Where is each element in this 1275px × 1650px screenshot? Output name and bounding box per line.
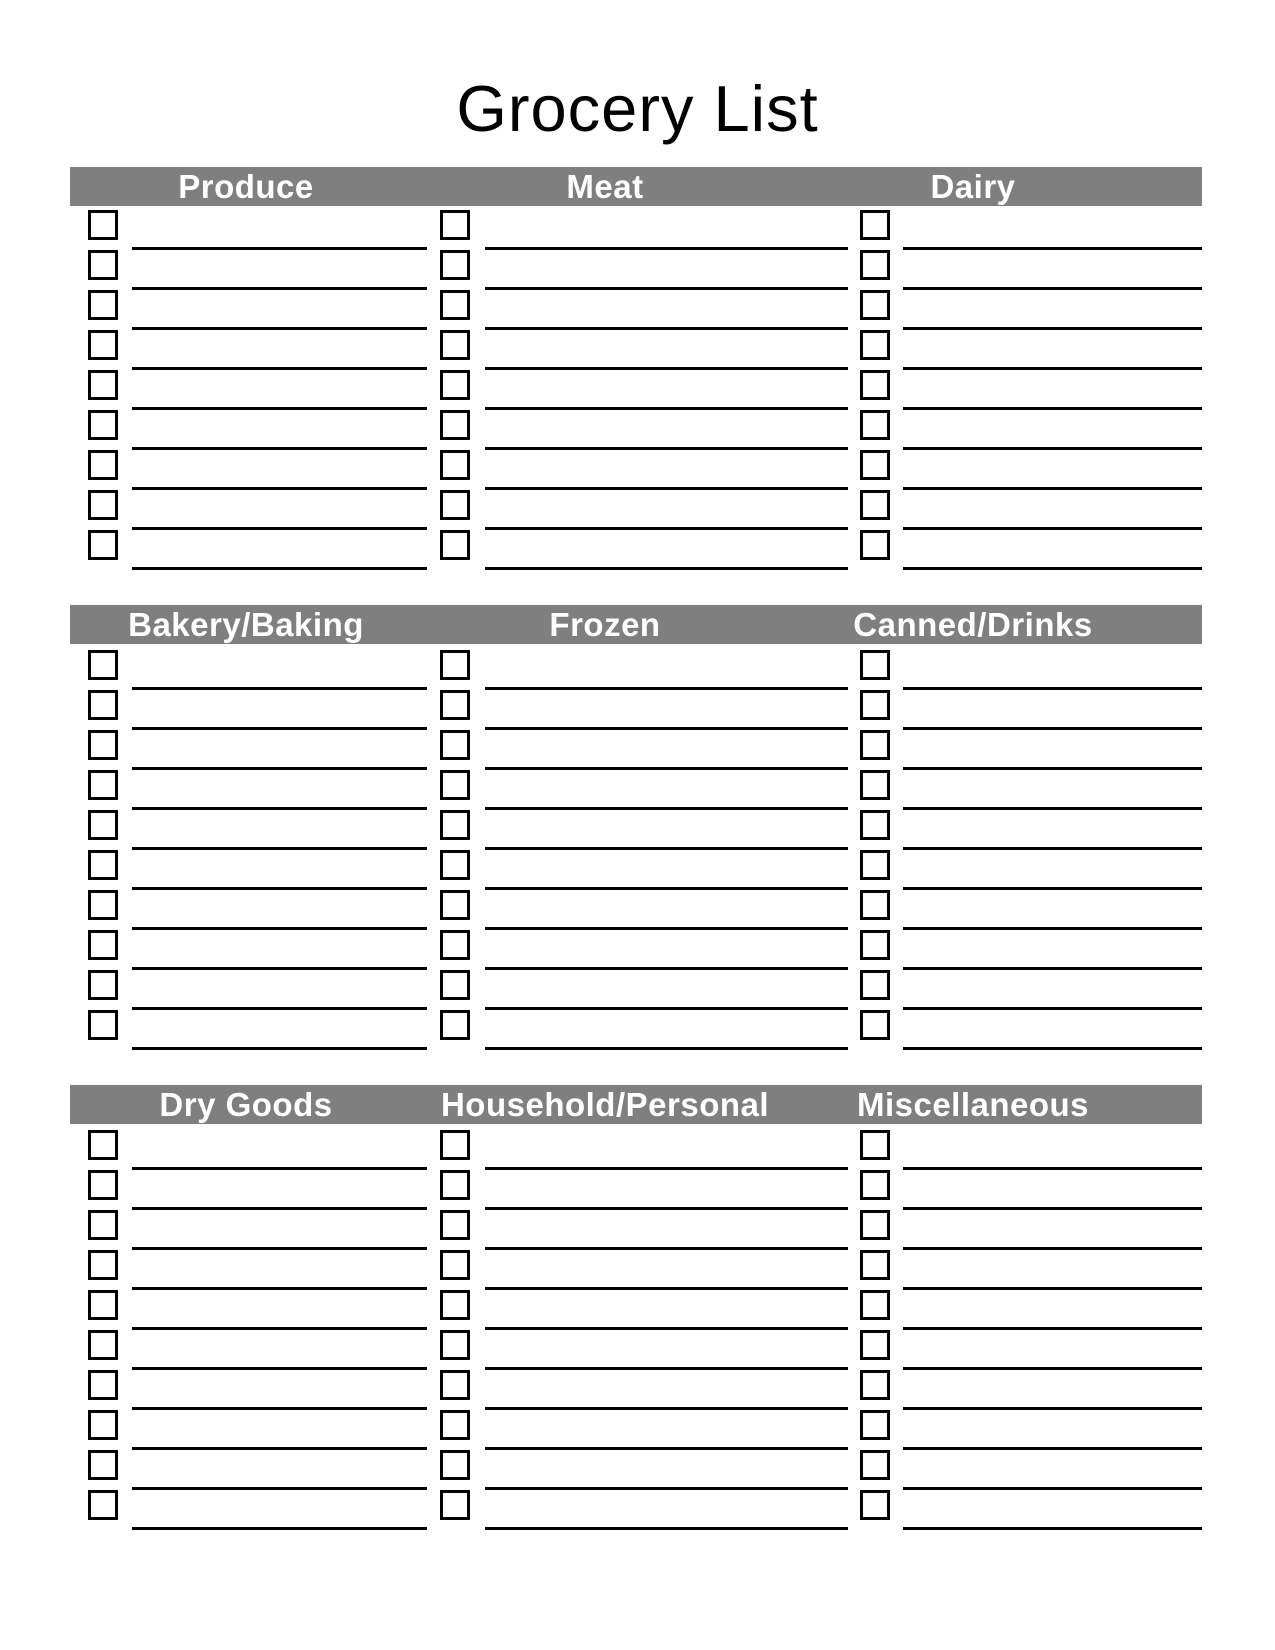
checkbox[interactable] xyxy=(440,1250,470,1280)
checkbox[interactable] xyxy=(440,1010,470,1040)
checkbox[interactable] xyxy=(88,770,118,800)
list-row xyxy=(70,1370,1202,1410)
list-row xyxy=(70,490,1202,530)
checkbox[interactable] xyxy=(88,1210,118,1240)
section-header-label: Frozen xyxy=(549,605,661,643)
checkbox[interactable] xyxy=(860,1490,890,1520)
checkbox[interactable] xyxy=(88,1170,118,1200)
checkbox[interactable] xyxy=(860,930,890,960)
checkbox[interactable] xyxy=(440,530,470,560)
checkbox[interactable] xyxy=(860,690,890,720)
section-header-bar xyxy=(70,605,1202,644)
checkbox[interactable] xyxy=(860,250,890,280)
checkbox[interactable] xyxy=(88,1010,118,1040)
section-header-cell xyxy=(788,1085,1158,1124)
list-row xyxy=(70,890,1202,930)
checkbox[interactable] xyxy=(440,890,470,920)
list-row xyxy=(70,1170,1202,1210)
checkbox[interactable] xyxy=(440,330,470,360)
checkbox[interactable] xyxy=(88,890,118,920)
checkbox[interactable] xyxy=(88,690,118,720)
checkbox[interactable] xyxy=(860,1210,890,1240)
checkbox[interactable] xyxy=(440,1290,470,1320)
section-header-cell xyxy=(422,1085,788,1124)
list-row xyxy=(70,730,1202,770)
list-row xyxy=(70,1490,1202,1530)
checkbox[interactable] xyxy=(860,530,890,560)
section-header-bar xyxy=(70,1085,1202,1124)
section-header-label: Canned/Drinks xyxy=(853,605,1093,643)
checkbox[interactable] xyxy=(88,1490,118,1520)
checkbox[interactable] xyxy=(860,290,890,320)
checkbox[interactable] xyxy=(440,1410,470,1440)
section-rows xyxy=(70,210,1202,570)
checkbox[interactable] xyxy=(88,450,118,480)
checkbox[interactable] xyxy=(860,650,890,680)
item-line-input[interactable] xyxy=(485,567,848,570)
list-row xyxy=(70,450,1202,490)
checkbox[interactable] xyxy=(860,490,890,520)
checkbox[interactable] xyxy=(440,770,470,800)
checkbox[interactable] xyxy=(440,730,470,760)
checkbox[interactable] xyxy=(88,370,118,400)
checkbox[interactable] xyxy=(88,1370,118,1400)
checkbox[interactable] xyxy=(860,970,890,1000)
checkbox[interactable] xyxy=(88,210,118,240)
checkbox[interactable] xyxy=(860,1370,890,1400)
checkbox[interactable] xyxy=(860,1010,890,1040)
section-rows xyxy=(70,650,1202,1050)
section-bakery-baking xyxy=(70,605,1202,1050)
list-row xyxy=(70,330,1202,370)
section-dry-goods xyxy=(70,1085,1202,1530)
checkbox[interactable] xyxy=(440,210,470,240)
checkbox[interactable] xyxy=(88,970,118,1000)
list-row xyxy=(70,370,1202,410)
section-header-stub xyxy=(1158,1085,1202,1124)
checkbox[interactable] xyxy=(88,410,118,440)
section-header-cell xyxy=(70,1085,422,1124)
checkbox[interactable] xyxy=(440,1170,470,1200)
checkbox[interactable] xyxy=(860,410,890,440)
list-row xyxy=(70,770,1202,810)
checkbox[interactable] xyxy=(440,970,470,1000)
section-header-cell xyxy=(788,167,1158,206)
section-header-label: Dairy xyxy=(930,167,1016,205)
list-row xyxy=(70,250,1202,290)
section-header-label: Dry Goods xyxy=(159,1085,333,1123)
section-header-label: Bakery/Baking xyxy=(128,605,364,643)
section-rows xyxy=(70,1130,1202,1530)
item-line-input[interactable] xyxy=(485,1047,848,1050)
list-row xyxy=(70,1210,1202,1250)
list-row xyxy=(70,970,1202,1010)
checkbox[interactable] xyxy=(88,1410,118,1440)
checkbox[interactable] xyxy=(440,1490,470,1520)
checkbox[interactable] xyxy=(440,1450,470,1480)
list-row xyxy=(70,530,1202,570)
checkbox[interactable] xyxy=(860,1410,890,1440)
checkbox[interactable] xyxy=(88,1130,118,1160)
item-line-input[interactable] xyxy=(485,1527,848,1530)
list-row xyxy=(70,850,1202,890)
page-title: Grocery List xyxy=(456,72,819,145)
checkbox[interactable] xyxy=(860,1290,890,1320)
section-header-label: Produce xyxy=(178,167,314,205)
checkbox[interactable] xyxy=(860,730,890,760)
checkbox[interactable] xyxy=(860,370,890,400)
checkbox[interactable] xyxy=(440,490,470,520)
checkbox[interactable] xyxy=(88,1290,118,1320)
section-header-cell xyxy=(70,605,422,644)
item-line-input[interactable] xyxy=(132,1047,427,1050)
list-row xyxy=(70,1130,1202,1170)
list-row xyxy=(70,1290,1202,1330)
checkbox[interactable] xyxy=(440,370,470,400)
checkbox[interactable] xyxy=(88,930,118,960)
item-line-input[interactable] xyxy=(903,1527,1202,1530)
checkbox[interactable] xyxy=(440,410,470,440)
checkbox[interactable] xyxy=(860,770,890,800)
section-header-label: Miscellaneous xyxy=(856,1085,1090,1123)
section-header-stub xyxy=(1158,605,1202,644)
section-header-stub xyxy=(1158,167,1202,206)
list-row xyxy=(70,810,1202,850)
section-header-cell xyxy=(422,167,788,206)
checkbox[interactable] xyxy=(440,650,470,680)
list-row xyxy=(70,410,1202,450)
section-header-label: Meat xyxy=(566,167,644,205)
item-line-input[interactable] xyxy=(903,1047,1202,1050)
checkbox[interactable] xyxy=(440,1370,470,1400)
item-line-input[interactable] xyxy=(903,567,1202,570)
checkbox[interactable] xyxy=(88,290,118,320)
item-line-input[interactable] xyxy=(132,1527,427,1530)
checkbox[interactable] xyxy=(88,1250,118,1280)
section-header-cell xyxy=(422,605,788,644)
checkbox[interactable] xyxy=(88,730,118,760)
checkbox[interactable] xyxy=(88,850,118,880)
list-row xyxy=(70,690,1202,730)
checkbox[interactable] xyxy=(860,450,890,480)
list-row xyxy=(70,650,1202,690)
checkbox[interactable] xyxy=(860,1250,890,1280)
checkbox[interactable] xyxy=(860,1330,890,1360)
checkbox[interactable] xyxy=(440,930,470,960)
checkbox[interactable] xyxy=(440,850,470,880)
checkbox[interactable] xyxy=(88,650,118,680)
list-row xyxy=(70,1010,1202,1050)
section-header-cell xyxy=(788,605,1158,644)
list-row xyxy=(70,1250,1202,1290)
list-row xyxy=(70,1330,1202,1370)
checkbox[interactable] xyxy=(860,850,890,880)
list-row xyxy=(70,210,1202,250)
checkbox[interactable] xyxy=(440,810,470,840)
section-header-bar xyxy=(70,167,1202,206)
section-header-label: Household/Personal xyxy=(440,1085,770,1123)
checkbox[interactable] xyxy=(860,210,890,240)
checkbox[interactable] xyxy=(440,1130,470,1160)
checkbox[interactable] xyxy=(860,890,890,920)
checkbox[interactable] xyxy=(860,1130,890,1160)
checkbox[interactable] xyxy=(88,250,118,280)
checkbox[interactable] xyxy=(860,810,890,840)
checkbox[interactable] xyxy=(88,810,118,840)
section-header-cell xyxy=(70,167,422,206)
checkbox[interactable] xyxy=(440,1330,470,1360)
list-row xyxy=(70,290,1202,330)
checkbox[interactable] xyxy=(88,490,118,520)
checkbox[interactable] xyxy=(440,690,470,720)
checkbox[interactable] xyxy=(440,290,470,320)
checkbox[interactable] xyxy=(860,1170,890,1200)
checkbox[interactable] xyxy=(860,1450,890,1480)
checkbox[interactable] xyxy=(88,1450,118,1480)
checkbox[interactable] xyxy=(440,250,470,280)
checkbox[interactable] xyxy=(440,450,470,480)
list-row xyxy=(70,930,1202,970)
checkbox[interactable] xyxy=(88,1330,118,1360)
list-row xyxy=(70,1410,1202,1450)
checkbox[interactable] xyxy=(88,330,118,360)
checkbox[interactable] xyxy=(860,330,890,360)
checkbox[interactable] xyxy=(440,1210,470,1240)
checkbox[interactable] xyxy=(88,530,118,560)
section-produce xyxy=(70,167,1202,570)
item-line-input[interactable] xyxy=(132,567,427,570)
list-row xyxy=(70,1450,1202,1490)
